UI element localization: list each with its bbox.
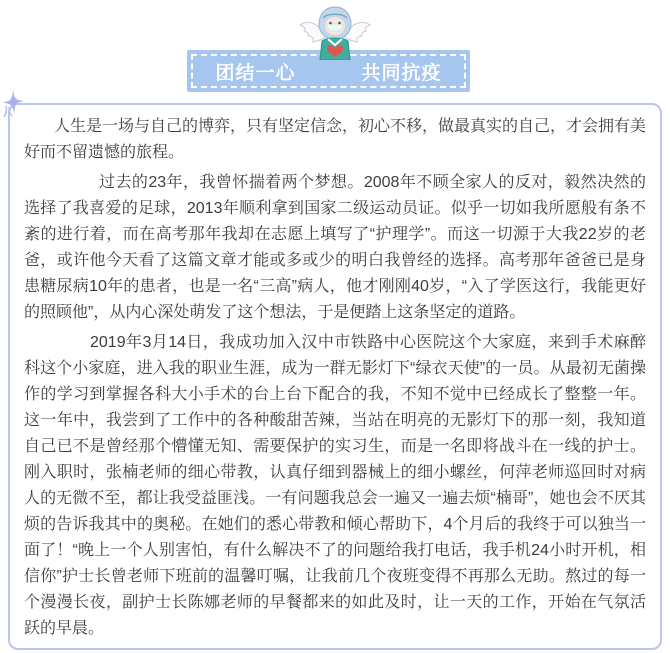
paragraph-1: 人生是一场与自己的博弈，只有坚定信念，初心不移，做最真实的自己，才会拥有美好而不留遗憾的旅程。 <box>24 118 647 161</box>
paragraph-2: 过去的23年，我曾怀揣着两个梦想。2008年不顾全家人的反对，毅然决然的选择了我喜爱的足球，2013年顺利拿到国家二级运动员证。似乎一切如我所愿般有条不紊的进行着，而在高考那年我却在志愿上填写了“护理学”。而这一切源于大我22岁的老爸，或许他今天看了这篇文章才能或多或少的明白我曾经的选择。高考那年爸爸已是身患糖尿病10年的患者，也是一名“三高”病人，他才刚刚40岁，“入了学医这行，我能更好的照顾他”，从内心深处萌发了这个想法，于是便踏上这条坚定的道路。 <box>24 174 646 321</box>
article-box <box>8 103 662 650</box>
nurse-angel-icon <box>298 6 372 60</box>
paragraph-3: 2019年3月14日，我成功加入汉中市铁路中心医院这个大家庭，来到手术麻醉科这个小家庭，进入我的职业生涯，成为一群无影灯下“绿衣天使”的一员。从最初无菌操作的学习到掌握各科大小手术的台上台下配合的我，不知不觉中已经成长了整整一年。这一年中，我尝到了工作中的各种酸甜苦辣，当站在明亮的无影灯下的那一刻，我知道自己已不是曾经那个懵懂无知、需要保护的实习生，而是一名即将战斗在一线的护士。刚入职时，张楠老师的细心带教，认真仔细到器械上的细小螺丝，何萍老师巡回时对病人的无微不至，都让我受益匪浅。一有问题我总会一遍又一遍去烦“楠哥”，她也会不厌其烦的告诉我其中的奥秘。在她们的悉心带教和倾心帮助下，4个月后的我终于可以独当一面了！“晚上一个人别害怕，有什么解决不了的问题给我打电话，我手机24小时开机，相信你”护士长曾老师下班前的温馨叮嘱，让我前几个夜班变得不再那么无助。熬过的每一个漫漫长夜，副护士长陈娜老师的早餐都来的如此及时，让一天的工作，开始在气氛活跃的早晨。 <box>24 334 646 637</box>
sparkle-decoration-icon <box>0 90 28 118</box>
banner-text-left: 团结一心 <box>215 62 296 84</box>
banner-text-right: 共同抗疫 <box>361 62 442 84</box>
